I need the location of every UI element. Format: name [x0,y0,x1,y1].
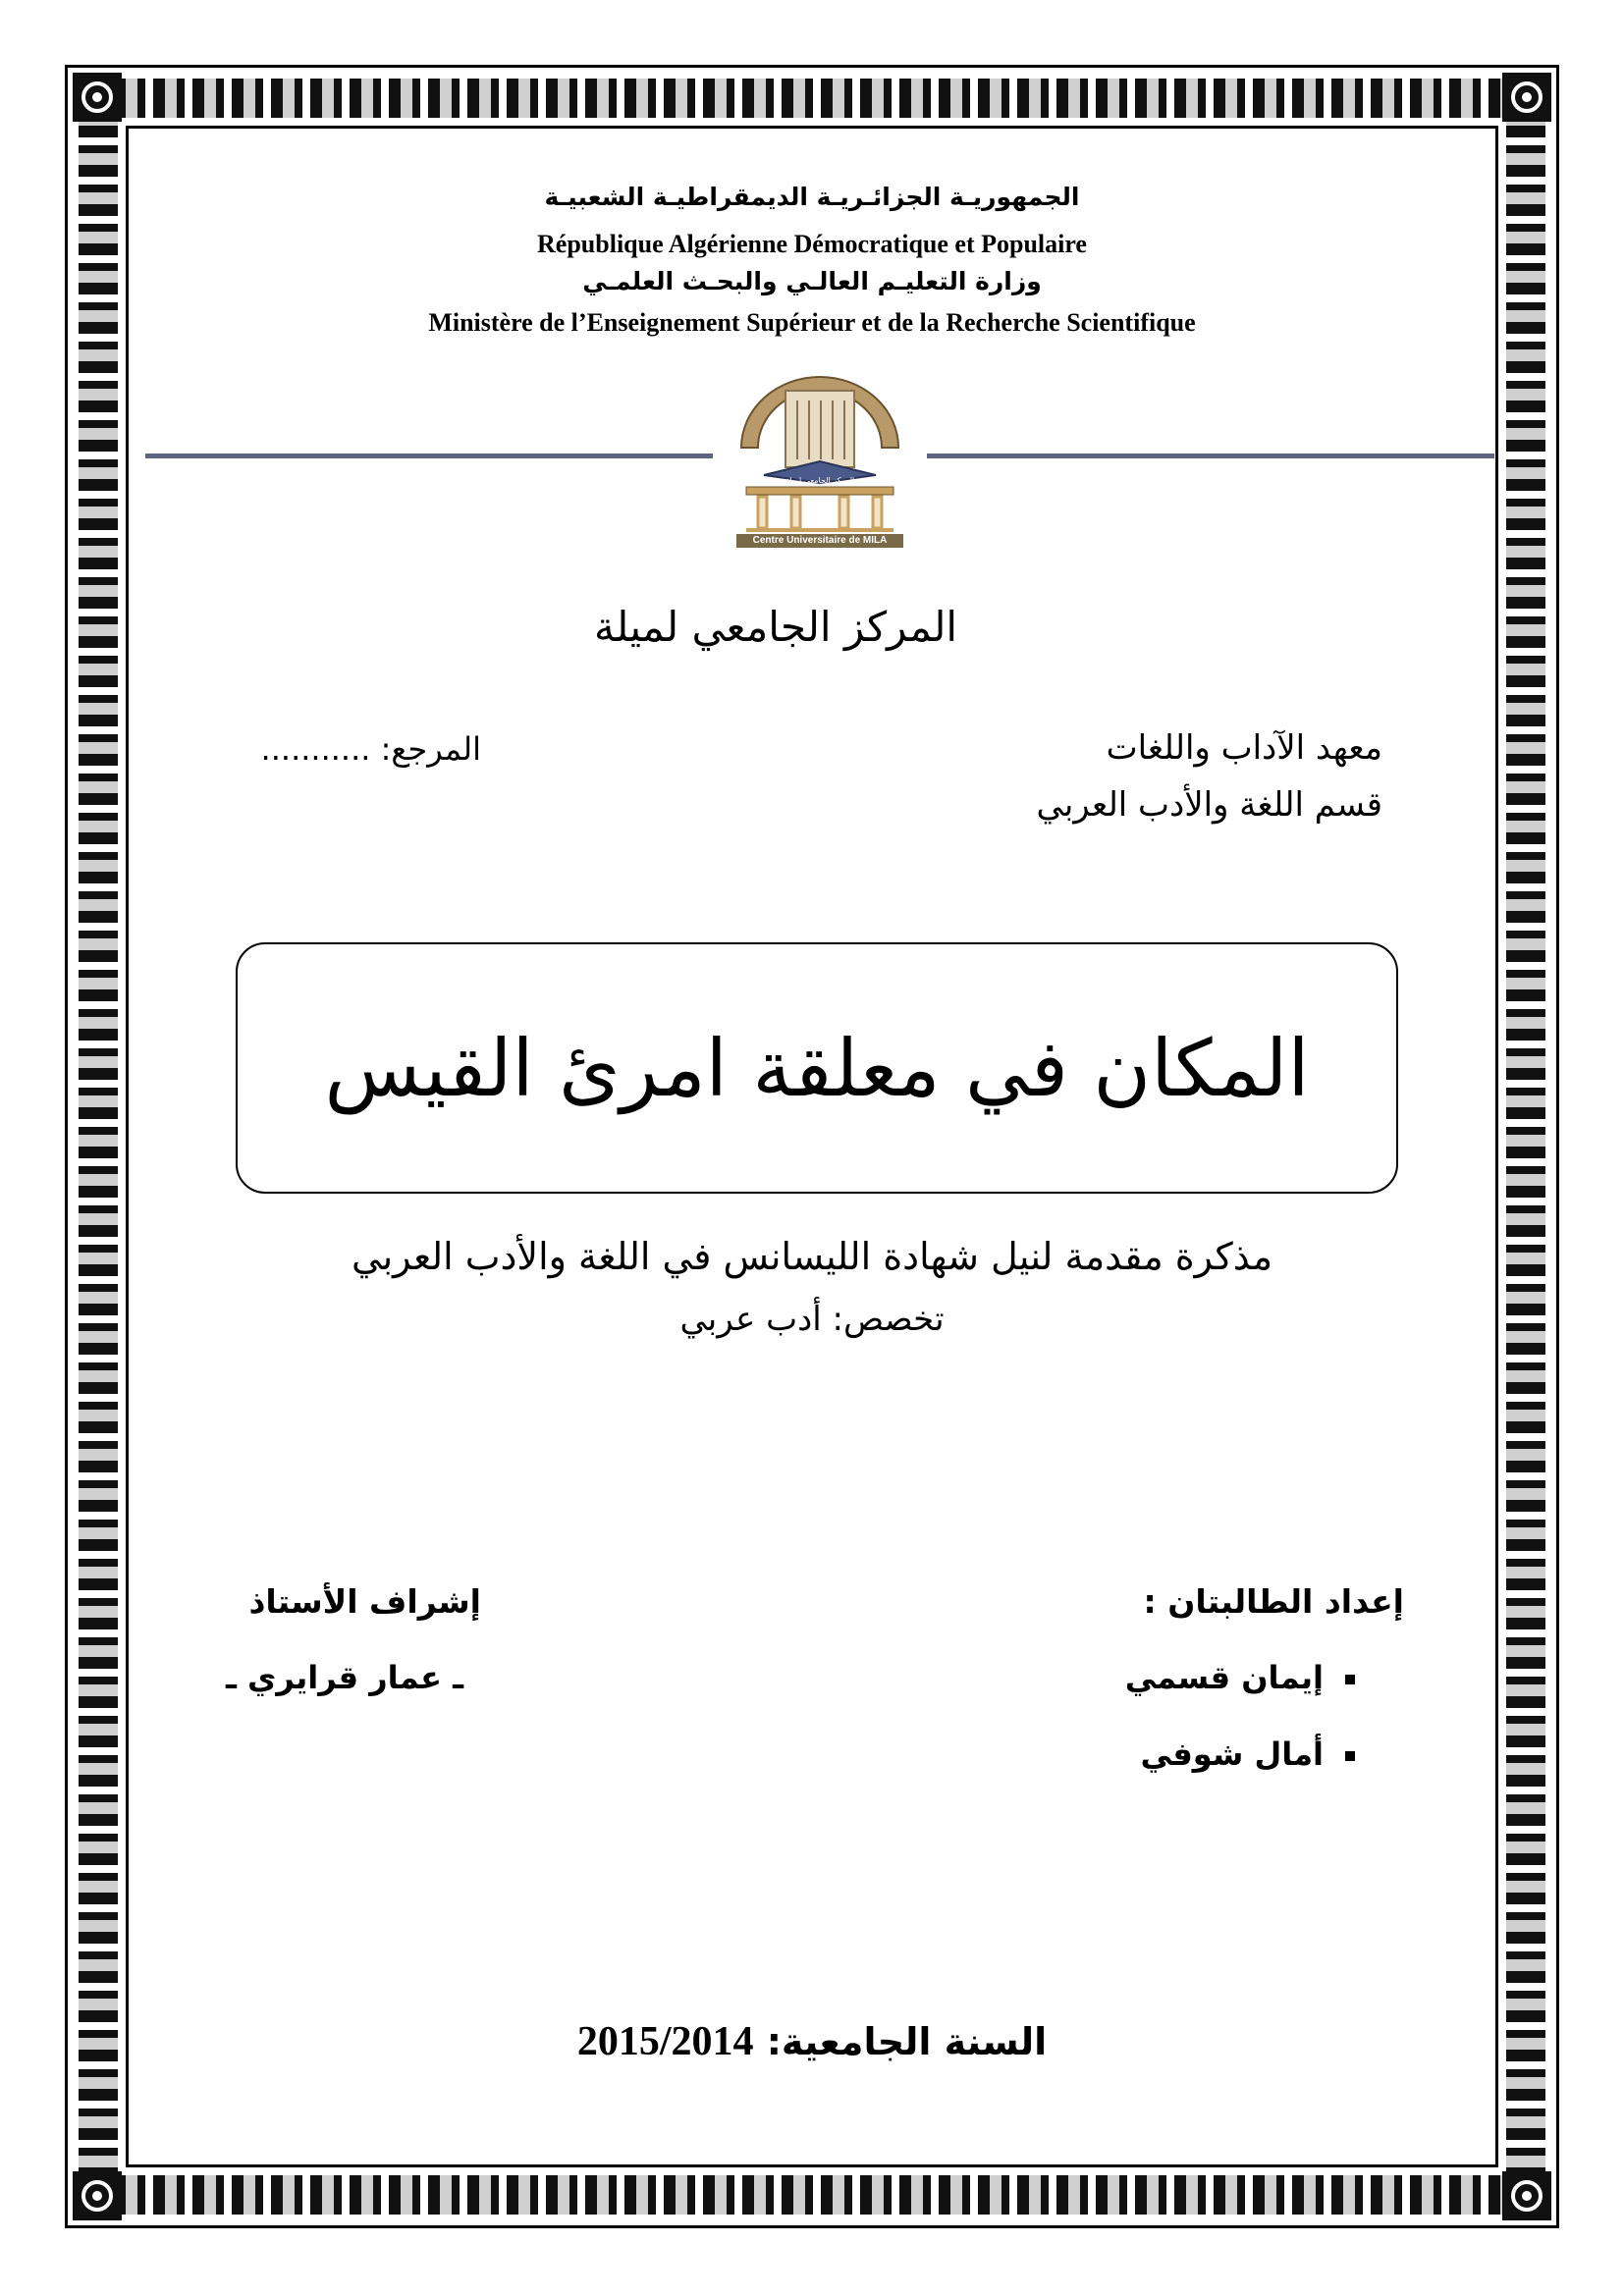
institute-name: معهد الآداب واللغات [1106,728,1382,768]
student-item [982,1735,1355,1773]
bullet-icon [1345,1751,1355,1761]
students-label: إعداد الطالبتان : [1143,1582,1404,1621]
border-band-right [1506,120,1545,2173]
department-name: قسم اللغة والأدب العربي [1036,785,1382,825]
thesis-title: المكان في معلقة امرئ القيس [324,1022,1310,1114]
border-band-left [79,120,118,2173]
corner-ornament-icon [1502,73,1551,122]
thesis-specialty: تخصص: أدب عربي [679,1300,945,1339]
institution-name: المركز الجامعي لميلة [593,603,958,651]
border-band-bottom [120,2175,1504,2215]
supervisor-label: إشراف الأستاذ [248,1582,481,1621]
building-emblem-icon [727,361,913,550]
corner-ornament-icon [73,2171,122,2220]
ministry-french: Ministère de l’Enseignement Supérieur et de la Recherche Scientifique [428,308,1196,337]
thesis-subtitle: مذكرة مقدمة لنيل شهادة الليسانس في اللغة والأدب العربي [351,1235,1273,1278]
reference-label: المرجع: ........... [260,730,481,768]
logo-caption: Centre Universitaire de MILA [736,534,903,548]
university-logo [727,361,913,550]
bullet-icon [1345,1675,1355,1684]
corner-ornament-icon [73,73,122,122]
academic-year-label: السنة الجامعية: [766,2020,1048,2063]
corner-ornament-icon [1502,2171,1551,2220]
republic-french: République Algérienne Démocratique et Populaire [537,230,1087,258]
logo-inscription: المركز الجامعي لميلة [785,476,855,485]
ministry-arabic: وزارة التعليـم العالـي والبحـث العلمـي [582,267,1042,295]
student-name: إيمان قسمي [1124,1659,1324,1696]
supervisor-name: ـ عمار قرايري ـ [225,1659,464,1696]
header-rule-right [927,454,1494,458]
republic-arabic: الجمهوريـة الجزائـريـة الديمقراطيـة الشعبيـة [544,183,1080,211]
academic-year [422,2018,1202,2065]
student-name: أمال شوفي [1140,1735,1324,1773]
thesis-title-box [236,942,1398,1194]
header-rule-left [145,454,713,458]
academic-year-value: 2015/2014 [576,2019,754,2064]
student-item [982,1659,1355,1696]
border-band-top [120,79,1504,118]
